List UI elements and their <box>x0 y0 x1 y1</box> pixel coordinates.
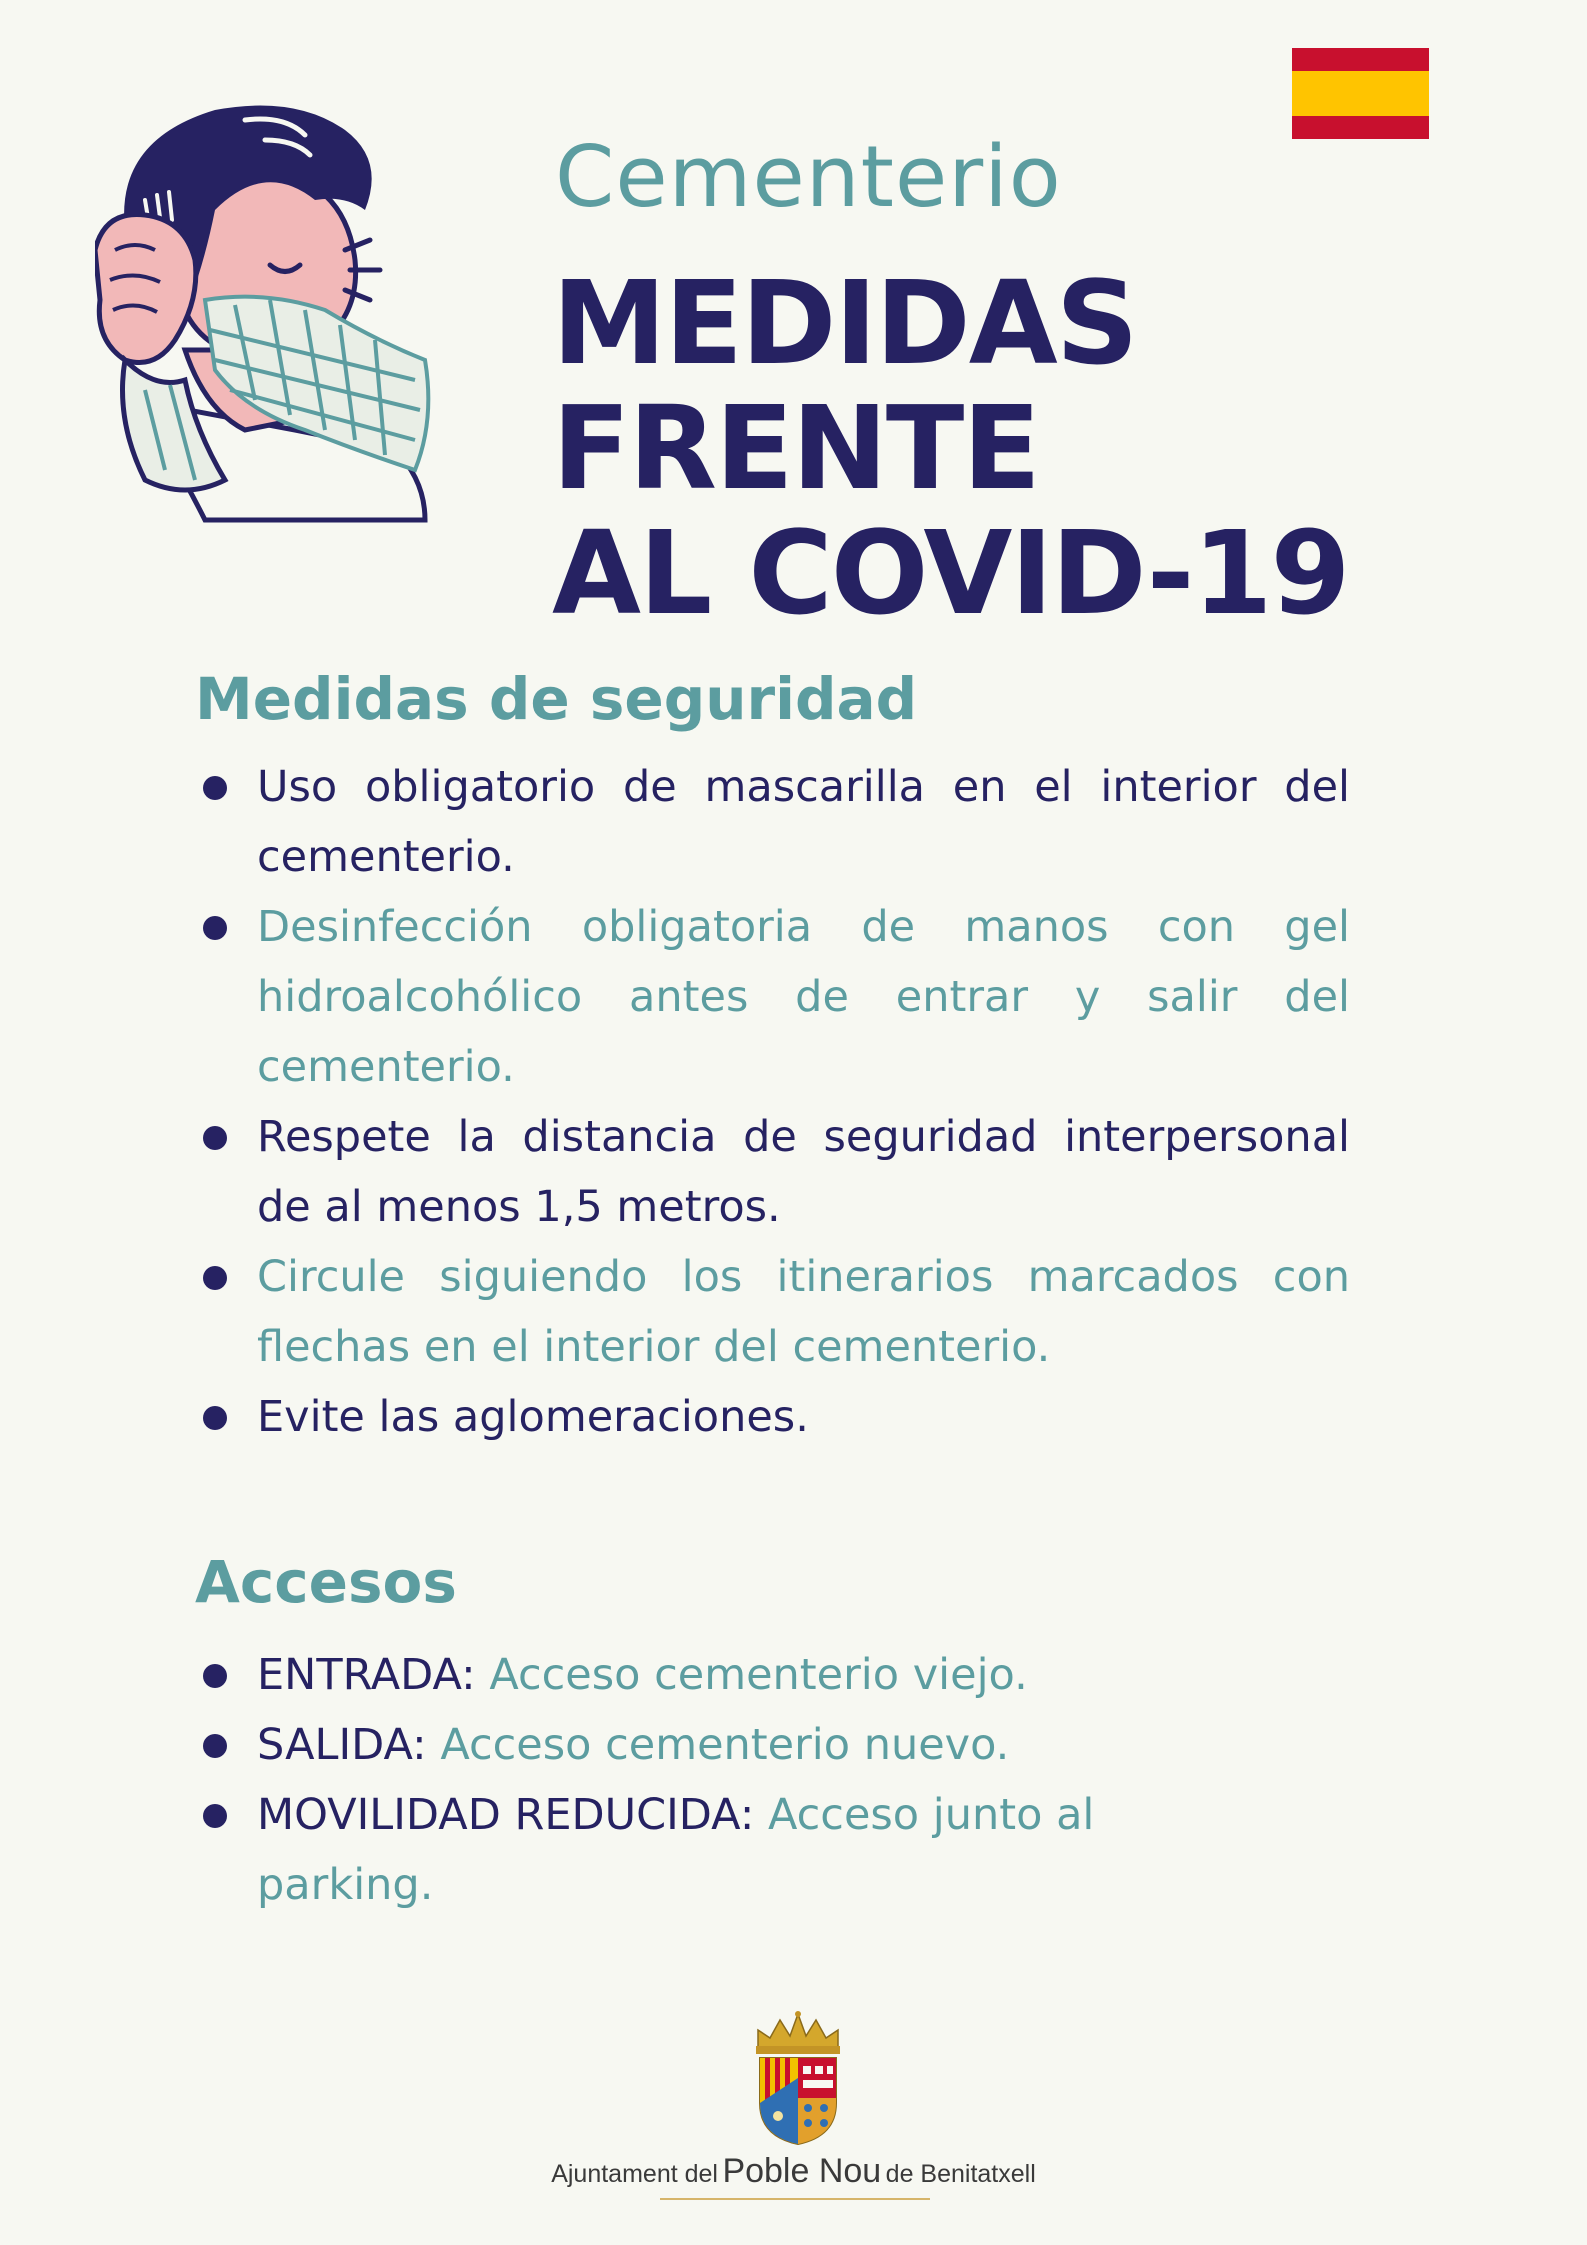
access-label: MOVILIDAD REDUCIDA: <box>257 1790 755 1840</box>
municipal-crest-icon <box>748 2008 848 2148</box>
bullet-icon <box>203 1266 227 1290</box>
list-item: Respete la distancia de seguridad interpersonal de al menos 1,5 metros. <box>195 1102 1350 1242</box>
footer-divider <box>660 2198 930 2200</box>
footer-part2: Poble Nou <box>722 2152 882 2190</box>
footer <box>0 2152 1587 2191</box>
list-item <box>195 1640 1350 1710</box>
medidas-list <box>195 752 1350 1452</box>
sneezing-man-icon <box>95 100 485 525</box>
access-label: SALIDA: <box>257 1720 427 1770</box>
page-subtitle: Cementerio <box>555 128 1062 227</box>
bullet-icon <box>203 1406 227 1430</box>
title-line-1: MEDIDAS FRENTE <box>552 257 1137 516</box>
title-line-2: AL COVID-19 <box>552 507 1349 641</box>
list-item <box>195 1710 1350 1780</box>
bullet-icon <box>203 1126 227 1150</box>
accesos-list <box>195 1640 1350 1920</box>
section-heading-medidas: Medidas de seguridad <box>195 665 918 733</box>
access-text: Acceso cementerio viejo. <box>489 1650 1028 1700</box>
spain-flag-icon <box>1292 48 1429 139</box>
footer-part1: Ajuntament del <box>551 2160 718 2188</box>
list-item <box>195 1780 1257 1920</box>
bullet-icon <box>203 776 227 800</box>
bullet-icon <box>203 1664 227 1688</box>
list-item: Desinfección obligatoria de manos con gel hidroalcohólico antes de entrar y salir del cementerio. <box>195 892 1350 1102</box>
list-item: Uso obligatorio de mascarilla en el interior del cementerio. <box>195 752 1350 892</box>
bullet-icon <box>203 916 227 940</box>
access-label: ENTRADA: <box>257 1650 476 1700</box>
bullet-icon <box>203 1734 227 1758</box>
bullet-icon <box>203 1804 227 1828</box>
access-text: Acceso junto al parking. <box>257 1790 1095 1910</box>
list-item: Evite las aglomeraciones. <box>195 1382 1350 1452</box>
section-heading-accesos: Accesos <box>195 1548 457 1616</box>
list-item: Circule siguiendo los itinerarios marcados con flechas en el interior del cementerio. <box>195 1242 1350 1382</box>
footer-part3: de Benitatxell <box>885 2160 1036 2188</box>
access-text: Acceso cementerio nuevo. <box>440 1720 1010 1770</box>
page-title <box>552 257 1587 641</box>
